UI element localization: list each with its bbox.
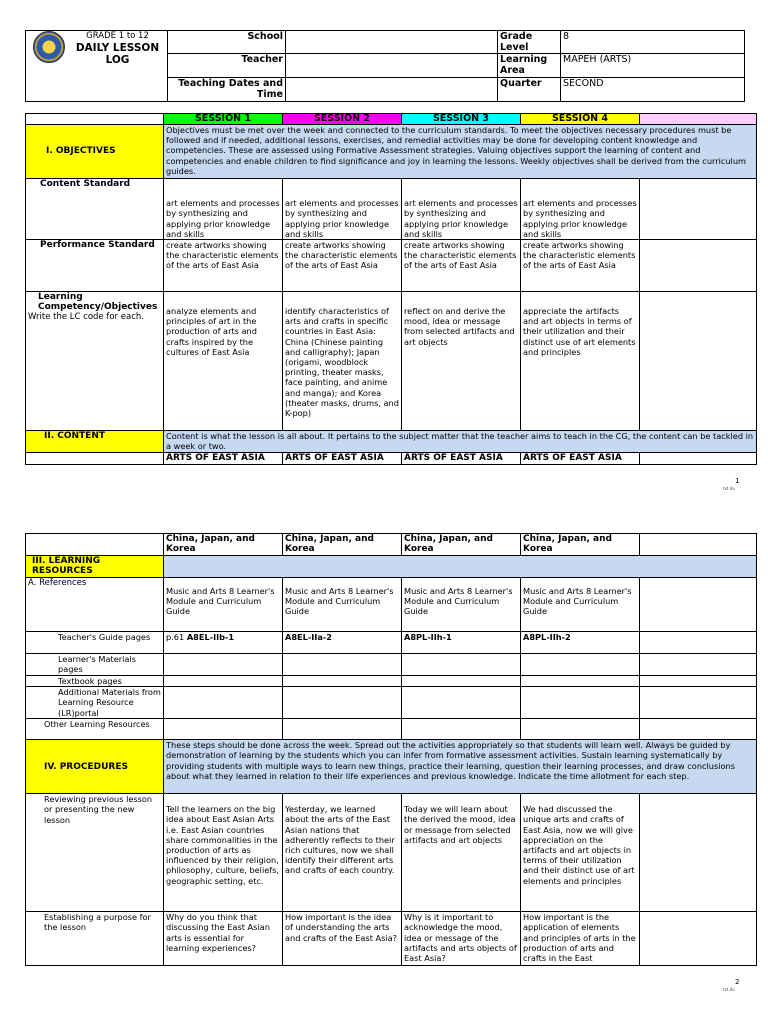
additional-s4 [521,687,640,719]
references-s5 [640,578,757,632]
teacher-label: Teacher [168,54,286,78]
grade-level-field[interactable]: 8 [561,31,745,54]
header-title-cell [26,31,168,102]
page-2-footer: txt.dv [723,987,735,992]
teacher-field[interactable] [286,54,498,78]
learners-materials-s1 [164,654,283,676]
teachers-guide-code-s1: A8EL-IIb-1 [186,632,235,642]
topic-s4: China, Japan, and Korea [521,534,640,556]
grade-level-label: Grade Level [498,31,561,54]
content-standard-s2: art elements and processes by synthesizing and applying prior knowledge and skills [283,179,402,240]
teachers-guide-s2: A8EL-IIa-2 [283,632,402,654]
purpose-s5 [640,912,757,966]
content-s2: ARTS OF EAST ASIA [283,453,402,465]
lesson-table-page-1 [25,113,757,465]
quarter-field[interactable]: SECOND [561,78,745,102]
quarter-label: Quarter [498,78,561,102]
purpose-s4: How important is the application of elements and principles of arts in the production of arts and crafts in the East [521,912,640,966]
teachers-guide-label: Teacher's Guide pages [26,632,164,654]
learners-materials-s4 [521,654,640,676]
learning-area-label: Learning Area [498,54,561,78]
references-s1: Music and Arts 8 Learner's Module and Curriculum Guide [164,578,283,632]
textbook-s1 [164,676,283,687]
teachers-guide-s4: A8PL-IIh-2 [521,632,640,654]
references-s3: Music and Arts 8 Learner's Module and Curriculum Guide [402,578,521,632]
session-3-header: SESSION 3 [402,114,521,125]
learning-resources-heading: III. LEARNING RESOURCES [26,556,164,578]
competency-label-cell [26,292,164,431]
review-lesson-label: Reviewing previous lesson or presenting the new lesson [26,794,164,912]
review-s3: Today we will learn about the derived the mood, idea or message from selected artifacts and art objects [402,794,521,912]
performance-standard-s5 [640,240,757,292]
content-standard-label: Content Standard [26,179,164,240]
references-s2: Music and Arts 8 Learner's Module and Curriculum Guide [283,578,402,632]
additional-s3 [402,687,521,719]
review-s5 [640,794,757,912]
topic-s3: China, Japan, and Korea [402,534,521,556]
learners-materials-s5 [640,654,757,676]
topic-blank-cell [26,534,164,556]
content-standard-s4: art elements and processes by synthesizing and applying prior knowledge and skills [521,179,640,240]
procedures-note: These steps should be done across the week. Spread out the activities appropriately so that students will learn well. Always be guided by demonstration of learning by the students which you can infer from formative assessment activities. Sustain learning systematically by providing students with multiple ways to learn new things, practice their learning, question their learning processes, and draw conclusions about what they learned in relation to their life experiences and previous knowledge. Indicate the time allotment for each step. [164,740,757,794]
corner-cell [26,114,164,125]
competency-s5 [640,292,757,431]
learning-area-field[interactable]: MAPEH (ARTS) [561,54,745,78]
additional-s5 [640,687,757,719]
content-s1: ARTS OF EAST ASIA [164,453,283,465]
purpose-s2: How important is the idea of understanding the arts and crafts of the East Asia? [283,912,402,966]
grades-label: GRADE 1 to 12 [86,31,149,41]
competency-s2: identify characteristics of arts and crafts in specific countries in East Asia: China (Chinese painting and calligraphy); Japan (origami, woodblock printing, theater masks, face painting, and anime and manga); and Korea (theater masks, drums, and K-pop) [283,292,402,431]
content-s5 [640,453,757,465]
other-s3 [402,719,521,740]
review-s2: Yesterday, we learned about the arts of the East Asian nations that adherently reflects to their rich cultures, now we shall identify their different arts and crafts of each country. [283,794,402,912]
references-label: A. References [26,578,164,632]
session-2-header: SESSION 2 [283,114,402,125]
learning-resources-note [164,556,757,578]
competency-s1: analyze elements and principles of art in the production of arts and crafts inspired by the cultures of East Asia [164,292,283,431]
content-heading: II. CONTENT [26,431,164,453]
performance-standard-s3: create artworks showing the characteristic elements of the arts of East Asia [402,240,521,292]
school-field[interactable] [286,31,498,54]
purpose-s3: Why is it important to acknowledge the mood, idea or message of the artifacts and arts objects of East Asia? [402,912,521,966]
session-5-header [640,114,757,125]
other-s2 [283,719,402,740]
textbook-s3 [402,676,521,687]
school-label: School [168,31,286,54]
content-standard-s5 [640,179,757,240]
performance-standard-s1: create artworks showing the characteristic elements of the arts of East Asia [164,240,283,292]
additional-s2 [283,687,402,719]
teaching-dates-field[interactable] [286,78,498,102]
page-2 [0,500,768,1024]
page-1 [0,0,768,500]
topic-s1: China, Japan, and Korea [164,534,283,556]
learners-materials-label: Learner's Materials pages [26,654,164,676]
competency-sub-label: Write the LC code for each. [28,312,144,322]
procedures-heading: IV. PROCEDURES [26,740,164,794]
textbook-s4 [521,676,640,687]
competency-s4: appreciate the artifacts and art objects in terms of their utilization and their distinct use of art elements and principles [521,292,640,431]
references-s4: Music and Arts 8 Learner's Module and Curriculum Guide [521,578,640,632]
additional-materials-label: Additional Materials from Learning Resource (LR)portal [26,687,164,719]
review-s4: We had discussed the unique arts and crafts of East Asia, now we will give appreciation on the artifacts and art objects in terms of their utilization and their distinct use of art elements and principles [521,794,640,912]
learners-materials-s2 [283,654,402,676]
other-s5 [640,719,757,740]
purpose-label: Establishing a purpose for the lesson [26,912,164,966]
competency-label: Learning Competency/Objectives [38,292,158,312]
topic-s2: China, Japan, and Korea [283,534,402,556]
page-1-number: 1 [735,477,740,485]
content-s4: ARTS OF EAST ASIA [521,453,640,465]
objectives-note: Objectives must be met over the week and connected to the curriculum standards. To meet the objectives necessary procedures must be followed and if needed, additional lessons, exercises, and remedial activities may be done for developing content knowledge and competencies. These are assessed using Formative Assessment strategies. Valuing objectives support the learning of content and competencies and enable children to find significance and joy in learning the lessons. Weekly objectives shall be derived from the curriculum guides. [164,125,757,179]
page-1-footer: txt.dv [723,486,735,491]
session-4-header: SESSION 4 [521,114,640,125]
topic-s5 [640,534,757,556]
purpose-s1: Why do you think that discussing the East Asian arts is essential for learning experiences? [164,912,283,966]
page-2-number: 2 [735,978,740,986]
teachers-guide-s5 [640,632,757,654]
content-standard-s3: art elements and processes by synthesizing and applying prior knowledge and skills [402,179,521,240]
performance-standard-s2: create artworks showing the characteristic elements of the arts of East Asia [283,240,402,292]
header-table [25,30,745,102]
session-1-header: SESSION 1 [164,114,283,125]
textbook-s5 [640,676,757,687]
document-title: DAILY LESSON LOG [75,42,160,66]
other-s1 [164,719,283,740]
content-s3: ARTS OF EAST ASIA [402,453,521,465]
content-note: Content is what the lesson is all about. It pertains to the subject matter that the teacher aims to teach in the CG, the content can be tackled in a week or two. [164,431,757,453]
textbook-pages-label: Textbook pages [26,676,164,687]
objectives-heading: I. OBJECTIVES [26,125,164,179]
additional-s1 [164,687,283,719]
content-blank-cell [26,453,164,465]
teachers-guide-prefix: p.61 [166,632,187,642]
performance-standard-label: Performance Standard [26,240,164,292]
content-standard-s1: art elements and processes by synthesizing and applying prior knowledge and skills [164,179,283,240]
lesson-table-page-2 [25,533,757,966]
teaching-dates-label: Teaching Dates and Time [168,78,286,102]
review-s1: Tell the learners on the big idea about East Asian Arts i.e. East Asian countries share commonalities in the production of arts as influenced by their religion, philosophy, culture, beliefs, geographic setting, etc. [164,794,283,912]
other-s4 [521,719,640,740]
learners-materials-s3 [402,654,521,676]
competency-s3: reflect on and derive the mood, idea or message from selected artifacts and art objects [402,292,521,431]
teachers-guide-s1 [164,632,283,654]
other-resources-label: Other Learning Resources [26,719,164,740]
performance-standard-s4: create artworks showing the characteristic elements of the arts of East Asia [521,240,640,292]
teachers-guide-s3: A8PL-IIh-1 [402,632,521,654]
textbook-s2 [283,676,402,687]
